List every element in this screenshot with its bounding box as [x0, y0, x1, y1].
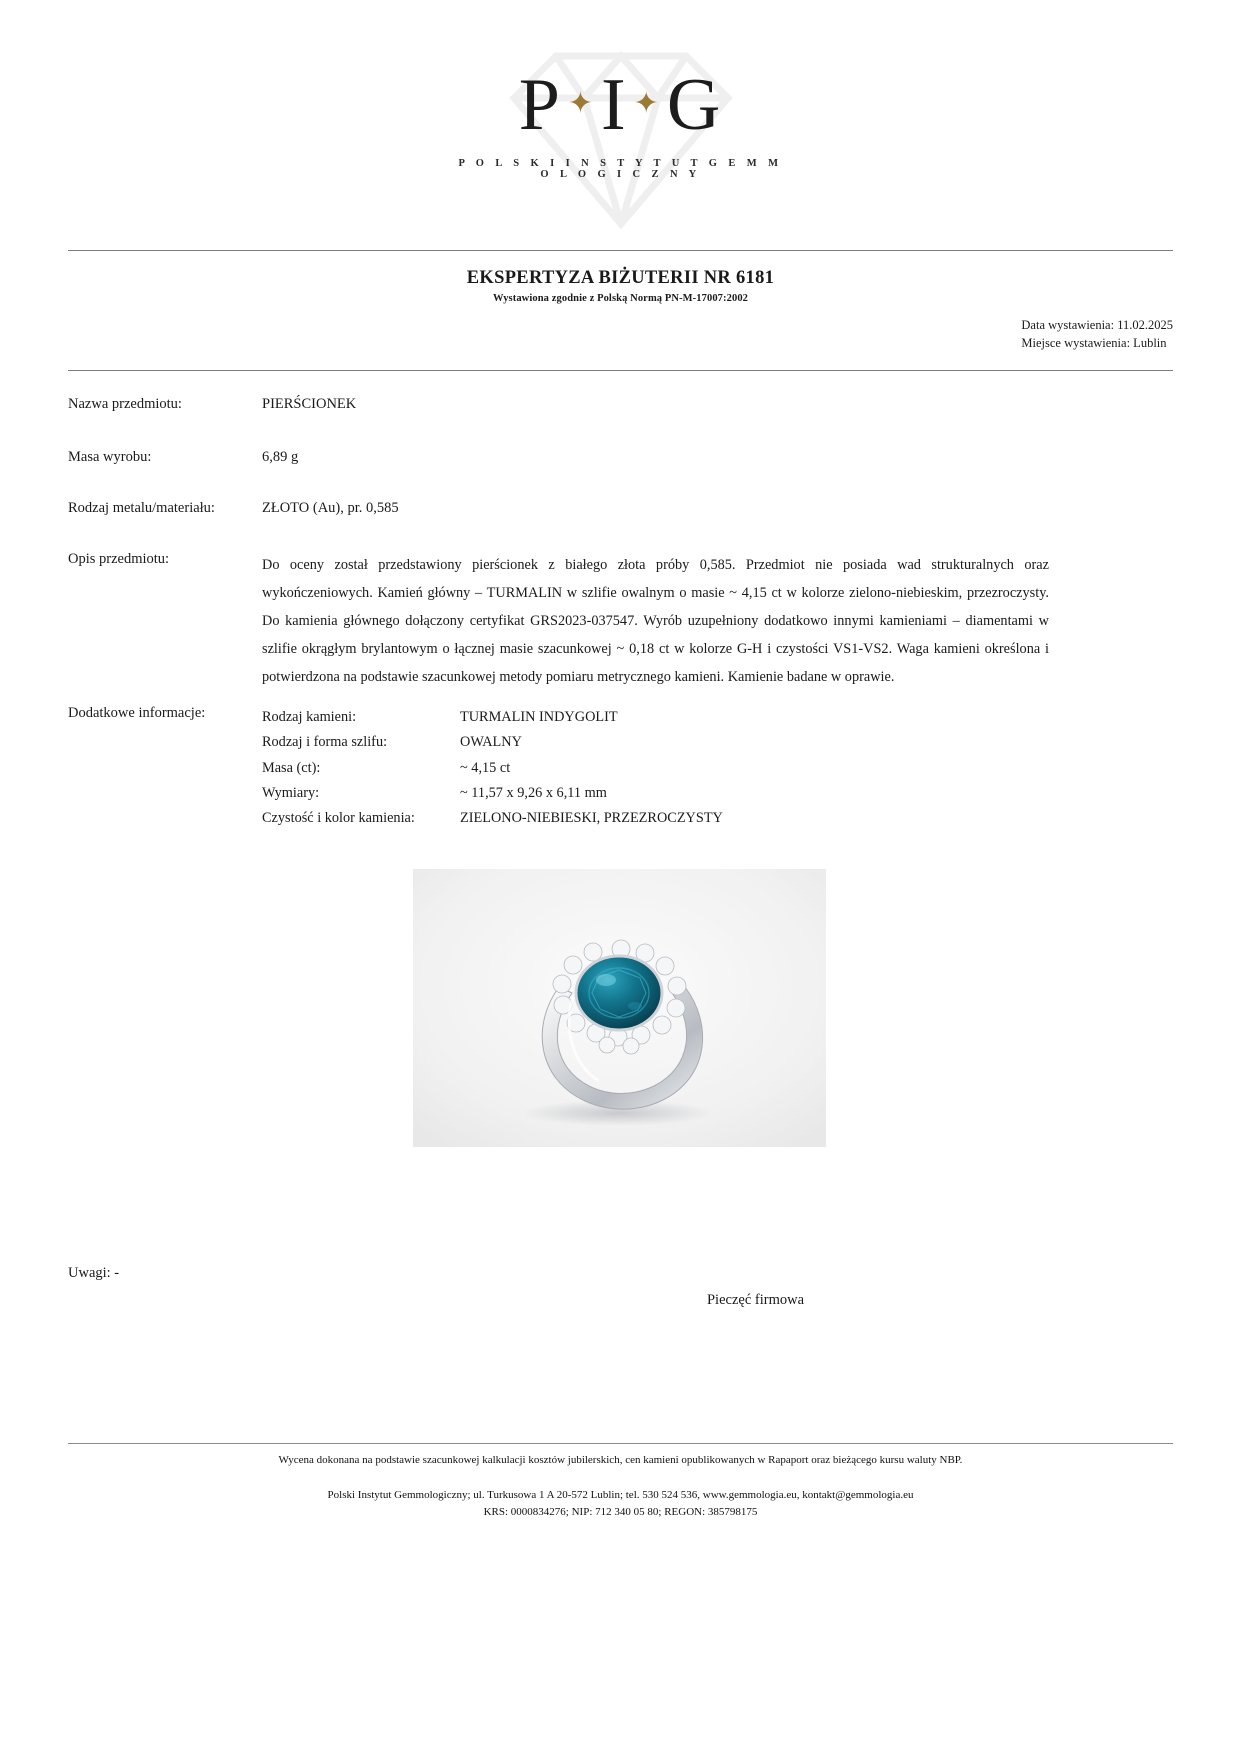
- additional-key-clarity-color: Czystość i kolor kamienia:: [262, 810, 415, 827]
- label-additional-info: Dodatkowe informacje:: [68, 705, 206, 721]
- table-row: [262, 781, 1173, 806]
- additional-info-table: [262, 705, 1173, 831]
- additional-key-stone-type: Rodzaj kamieni:: [262, 709, 357, 725]
- additional-value-cut-type: OWALNY: [460, 734, 522, 751]
- table-row: [262, 705, 1173, 730]
- divider-middle: [68, 370, 1173, 371]
- logo-star-icon-2: ✦: [633, 87, 661, 120]
- logo-letter-p: P: [518, 64, 562, 146]
- field-row-mass: [68, 449, 1173, 466]
- company-stamp-label: Pieczęć firmowa: [706, 1292, 805, 1308]
- footer-registration-numbers: KRS: 0000834276; NIP: 712 340 05 80; REGON: 385798175: [483, 1506, 758, 1519]
- logo-letter-g: G: [666, 64, 723, 146]
- field-row-metal: [68, 500, 1173, 517]
- footer-company-contact: Polski Instytut Gemmologiczny; ul. Turkusowa 1 A 20-572 Lublin; tel. 530 524 536, www.gemmologia.eu, kontakt@gemmologia.eu: [327, 1488, 914, 1501]
- field-row-additional-info: [68, 705, 1173, 831]
- page-subtitle: Wystawiona zgodnie z Polską Normą PN-M-17007:2002: [492, 293, 749, 304]
- footer-valuation-note: Wycena dokonana na podstawie szacunkowej kalkulacji kosztów jubilerskich, cen kamieni opublikowanych w Rapaport oraz bieżącego kursu waluty NBP.: [278, 1454, 963, 1466]
- label-item-name: Nazwa przedmiotu:: [68, 396, 182, 412]
- table-row: [262, 730, 1173, 755]
- page-title: EKSPERTYZA BIŻUTERII NR 6181: [466, 268, 775, 288]
- page-footer: [0, 1452, 1241, 1522]
- additional-key-cut-type: Rodzaj i forma szlifu:: [262, 734, 388, 751]
- label-item-description: Opis przedmiotu:: [68, 551, 170, 567]
- logo-block: [0, 46, 1241, 236]
- issue-date: Data wystawienia: 11.02.2025: [1021, 318, 1173, 332]
- field-row-name: [68, 396, 1173, 413]
- value-item-description: Do oceny został przedstawiony pierścionek z białego złota próby 0,585. Przedmiot nie posiada wad strukturalnych oraz wykończeniowych. Kamień główny – TURMALIN w szlifie owalnym o masie ~ 4,15 ct w kolorze zielono-niebieskim, przezroczysty. Do kamienia głównego dołączony certyfikat GRS2023-037547. Wyrób uzupełniony dodatkowo innymi kamieniami – diamentami w szlifie okrągłym brylantowym o łącznej masie szacunkowej ~ 0,18 ct w kolorze G-H i czystości VS1-VS2. Waga kamieni określona i potwierdzona na podstawie szacunkowej metody pomiaru metrycznego kamieni. Kamienie badane w oprawie.: [262, 557, 1049, 686]
- notes-label: Uwagi: -: [68, 1265, 120, 1281]
- label-item-mass: Masa wyrobu:: [68, 449, 152, 465]
- divider-top: [68, 250, 1173, 251]
- ring-image: [413, 869, 826, 1147]
- value-item-metal: ZŁOTO (Au), pr. 0,585: [262, 500, 399, 516]
- title-block: [0, 268, 1241, 304]
- ring-photograph: [413, 869, 826, 1147]
- value-item-mass: 6,89 g: [262, 449, 299, 465]
- table-row: [262, 806, 1173, 831]
- additional-value-carat-mass: ~ 4,15 ct: [460, 759, 511, 776]
- field-row-description: [68, 551, 1173, 691]
- additional-value-clarity-color: ZIELONO-NIEBIESKI, PRZEZROCZYSTY: [460, 810, 723, 827]
- issue-info: [1021, 316, 1173, 352]
- label-item-metal: Rodzaj metalu/materiału:: [68, 500, 215, 516]
- logo-lettermark: [451, 64, 791, 146]
- additional-value-stone-type: TURMALIN INDYGOLIT: [460, 709, 618, 725]
- additional-key-dimensions: Wymiary:: [262, 784, 320, 801]
- additional-value-dimensions: ~ 11,57 x 9,26 x 6,11 mm: [460, 784, 607, 801]
- divider-footer: [68, 1443, 1173, 1444]
- value-item-name: PIERŚCIONEK: [262, 396, 357, 412]
- logo-subtitle: P O L S K I I N S T Y T U T G E M M O L O G I C Z N Y: [458, 158, 783, 180]
- additional-key-carat-mass: Masa (ct):: [262, 759, 321, 776]
- logo-letter-i: I: [601, 64, 628, 146]
- logo-star-icon-1: ✦: [567, 87, 596, 120]
- table-row: [262, 756, 1173, 781]
- issue-place: Miejsce wystawienia: Lublin: [1021, 336, 1167, 351]
